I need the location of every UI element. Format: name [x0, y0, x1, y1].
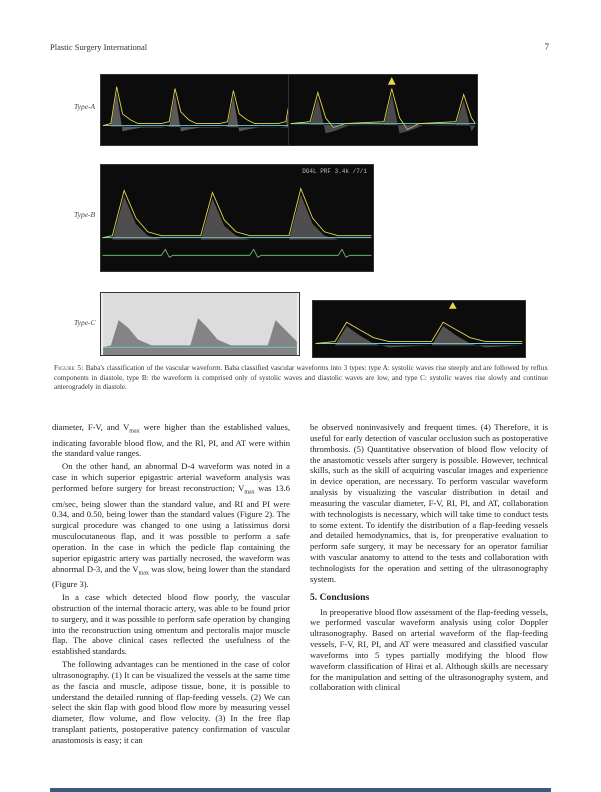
type-b-label: Type-B	[74, 210, 96, 219]
left-paragraph-2: On the other hand, an abnormal D-4 waveform was noted in a case in which superior epigastric arterial waveform analysis was performed before surgery for breast reconstruction; $V_{max}$ was 13.6 cm/sec, being slower than the standard value, and RI and PI were 0.34, and 0.50, being lower than the standard values (Figure 2). The surgical procedure was changed to one using a latissimus dorsi musculocutaneous flap, and it was possible to perform a safe operation. In the case in which the pedicle flap containing the superior epigastric artery was partially necrosed, the waveform was abnormal D-3, and the $V_{max}$ was slow, being lower than the standard (Figure 3).	[52, 461, 290, 590]
type-a-waveform-right	[289, 75, 477, 145]
type-c-panel-right	[312, 300, 526, 358]
type-c-waveform-right	[313, 301, 525, 357]
page-number: 7	[544, 42, 549, 52]
left-paragraph-3: In a case which detected blood flow poorly, the vascular obstruction of the internal thoracic artery, was able to be found prior to surgery, and it was possible to perform safe operation by changing into the reconstruction using omentum and pectoralis major muscle flap. The above clinical cases reflected the usefulness of the established standards.	[52, 591, 290, 657]
type-a-label: Type-A	[74, 102, 96, 111]
right-paragraph-1: be observed noninvasively and frequent times. (4) Therefore, it is useful for early detection of vascular occlusion such as postoperative thrombosis. (5) Quantitative observation of blood flow velocity of the anastomotic vessels after surgery is possible. However, technical skills, such as the skill of acquiring vascular images and experience in device operation, are necessary. To perform vascular waveform analysis by visualizing the vascular distribution in detail and measuring the vascular diameter, F-V, RI, PI, and AT, collaboration with technologists is necessary, which will take time to conduct tests to some extent. To identify the distribution of a flap-feeding vessels and detailed hemodynamics, that is, for preoperative evaluation to perform safe surgery, it may be necessary for an operator familiar with vascular anatomy to attend to the tests and collaboration with technologists for the operation and setting of the ultrasonography system.	[310, 422, 548, 584]
running-title: Plastic Surgery International	[50, 42, 148, 52]
caption-text: Baba's classification of the vascular waveform. Baba classified vascular waveforms into 3 types: type A: systolic waves rise steeply and are followed by reflux components in diastole, type B: the waveform is comprised only of systolic waves and diastolic waves are low, and type C: systolic waves rise slowly and continue anterogradely in diastole.	[54, 364, 548, 392]
type-b-overlay-text: DG4L PRF 3.4k /7/1	[302, 168, 367, 175]
bottom-bar	[50, 788, 551, 792]
figure-5	[50, 68, 550, 360]
type-c-waveform-left	[101, 293, 299, 355]
caption-label: Figure 5:	[54, 364, 84, 372]
left-paragraph-1: diameter, F-V, and $V_{max}$ were higher than the established values, indicating favorable blood flow, and the RI, PI, and AT were within the standard value ranges.	[52, 422, 290, 459]
type-b-waveform	[101, 165, 373, 271]
type-a-panel-right	[288, 74, 478, 146]
type-c-panel-left	[100, 292, 300, 356]
right-paragraph-2: In preoperative blood flow assessment of the flap-feeding vessels, we performed vascular waveform analysis using color Doppler ultrasonography. Based on arterial waveform of the flap-feeding vessels, F-V, RI, PI, and AT were measured and classified vascular waveforms into 5 types partially modifying the blood flow waveform classification of Hirai et al. Although skills are necessary for the manipulation and setting of the ultrasonography system, and collaboration with clinical	[310, 606, 548, 693]
left-column	[52, 422, 290, 746]
left-paragraph-4: The following advantages can be mentioned in the case of color ultrasonography. (1) It can be visualized the vessels at the same time as the fascia and muscle, adipose tissue, bone, it is possible to understand the detailed running of flap-feeding vessels. (2) We can select the skin flap with good blood flow more by measuring vessel diameter, flow volume, and flow velocity. (3) In the free flap transplant patients, postoperative patency confirmation of vascular anastomosis is easy; it can	[52, 659, 290, 745]
section-title-conclusions: 5. Conclusions	[310, 591, 370, 603]
type-c-label: Type-C	[74, 318, 96, 327]
type-b-panel	[100, 164, 374, 272]
figure-caption	[54, 364, 548, 393]
right-column	[310, 422, 548, 693]
